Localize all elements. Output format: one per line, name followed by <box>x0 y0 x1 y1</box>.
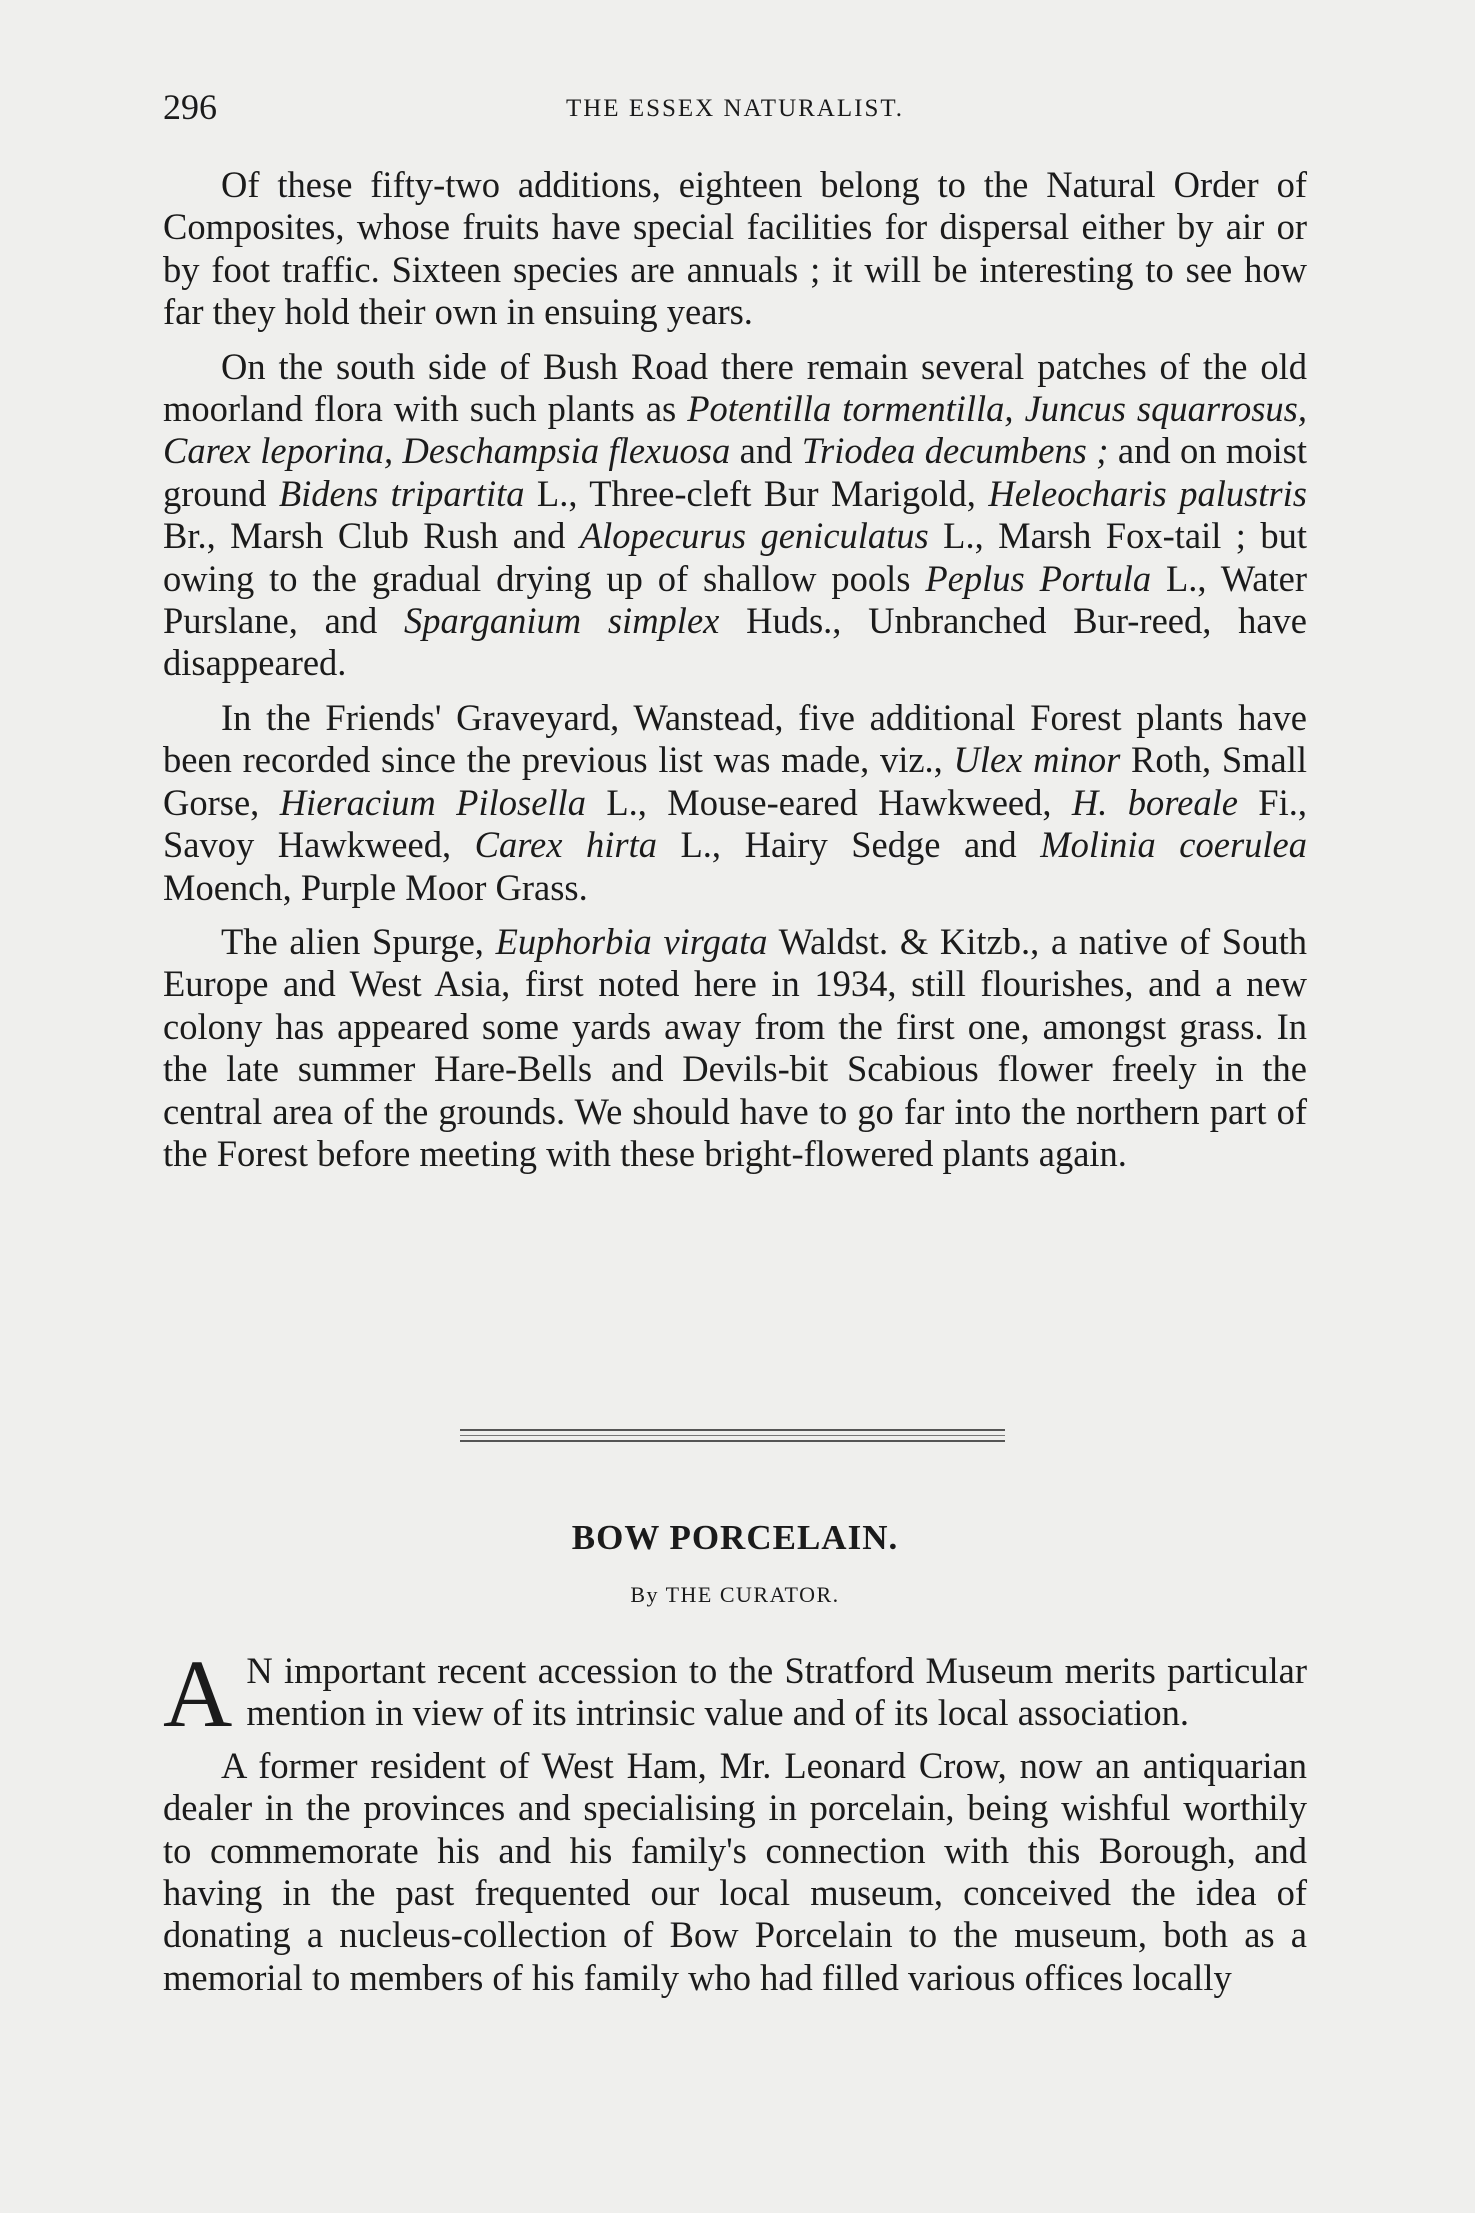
article-paragraph-1 <box>163 1640 1307 1747</box>
text-run: L., Marsh Fox-tail ; but owing to the gradual drying up of shallow pools <box>163 515 1307 599</box>
text-run: On the south side of Bush Road there remain several patches of the old moorland flora with such plants as <box>163 345 1307 430</box>
text-run: Moench, Purple Moor Grass. <box>163 866 588 908</box>
divider-line <box>460 1435 1005 1436</box>
divider-line <box>460 1429 1005 1431</box>
text-run: and <box>730 430 802 472</box>
paragraph-4 <box>163 921 1307 1175</box>
paragraph-2 <box>163 346 1307 685</box>
paragraph-1: Of these fifty-two additions, eighteen belong to the Natural Order of Composites, whose fruits have special facilities for dispersal either by air or by foot traffic. Sixteen species are annuals ; it will be interesting to see how far they hold their own in ensuing years. <box>163 164 1307 333</box>
body-text-section-1 <box>163 164 1307 1187</box>
page-header <box>163 82 1307 132</box>
article-paragraph-2: A former resident of West Ham, Mr. Leonard Crow, now an antiquarian dealer in the provinces and specialising in porcelain, being wishful worthily to commemorate his and his family's connection with this Borough, and having in the past frequented our local museum, conceived the idea of donating a nucleus-collection of Bow Porcelain to the museum, both as a memorial to members of his family who had filled various offices locally <box>163 1744 1307 1998</box>
species-name: Peplus Portula <box>925 557 1152 599</box>
text-run: In the Friends' Graveyard, Wanstead, five additional Forest plants have been recorded since the previous list was made, viz., <box>163 696 1307 781</box>
species-name: Euphorbia virgata <box>495 920 768 962</box>
text-run: L., Mouse-eared Hawkweed, <box>585 781 1072 823</box>
text-run: Waldst. & Kitzb., a native of South Europe and West Asia, first noted here in 1934, still flourishes, and a new colony has appeared some yards away from the first one, amongst grass. In the late summer Hare-Bells and Devils-bit Scabious flower freely in the central area of the grounds. We should have to go far into the northern part of the Forest before meeting with these bright-flowered plants again. <box>163 920 1307 1174</box>
species-name: Triodea decumbens ; <box>801 430 1109 472</box>
species-name: Ulex minor <box>953 739 1121 781</box>
species-name: Carex hirta <box>474 824 657 866</box>
paragraph-3 <box>163 697 1307 909</box>
text-run: L., Water Purslane, and <box>163 557 1307 642</box>
text-run: Roth, Small Gorse, <box>163 739 1308 823</box>
text-run: Fi., Savoy Hawkweed, <box>163 781 1307 866</box>
species-name: H. boreale <box>1071 781 1238 823</box>
text-run: N important recent accession to the Stratford Museum merits particular mention in view of its intrinsic value and of its local association. <box>246 1650 1307 1734</box>
species-name: Hieracium Pilosella <box>279 781 586 823</box>
text-run: and on moist ground <box>163 430 1308 514</box>
text-run: Huds., Unbranched Bur-reed, have disappeared. <box>163 600 1307 684</box>
species-name: Alopecurus geniculatus <box>579 515 929 557</box>
species-name: Bidens tripartita <box>278 472 525 514</box>
running-title: THE ESSEX NATURALIST. <box>565 95 905 122</box>
article-byline: By THE CURATOR. <box>630 1582 840 1607</box>
species-name: Molinia coerulea <box>1040 824 1307 866</box>
drop-cap: A <box>163 1640 233 1747</box>
divider-line <box>460 1440 1005 1442</box>
text-run: Br., Marsh Club Rush and <box>163 515 580 557</box>
article-title: BOW PORCELAIN. <box>571 1518 899 1557</box>
text-run: L., Three-cleft Bur Marigold, <box>524 472 989 514</box>
species-name: Potentilla tormentilla, Juncus squarrosus, Carex leporina, Deschampsia flexuosa <box>163 388 1307 472</box>
species-name: Heleocharis palustris <box>988 472 1307 514</box>
text-run: L., Hairy Sedge and <box>656 824 1041 866</box>
section-divider <box>0 1424 1475 1444</box>
body-text-section-2 <box>163 1640 1307 2011</box>
page-number: 296 <box>163 87 217 127</box>
species-name: Sparganium simplex <box>404 600 720 642</box>
text-run: The alien Spurge, <box>221 920 496 962</box>
